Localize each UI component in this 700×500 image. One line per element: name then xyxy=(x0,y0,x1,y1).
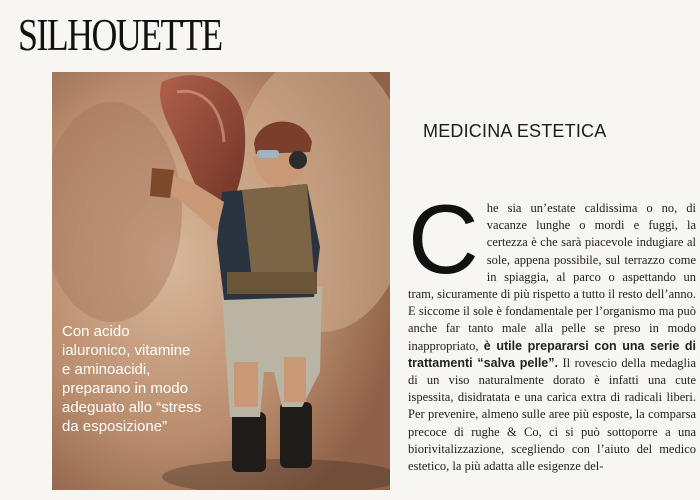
article-lead-text: he sia un’estate caldissima o no, di vacanze lunghe o mordi e fuggi, la certezza è che sarà piacevole indugiare al sole, appena possibile, sul terrazzo come in spiaggia, al parco o aspettando un tram, sicuramente di più rispetto a tutto il resto dell’anno. E siccome il sole è fondamentale per l’organismo ma può anche far tanto male alla pelle se preso in modo inappropriato, xyxy=(408,201,696,353)
belt xyxy=(227,272,317,294)
glove xyxy=(150,168,174,198)
drop-cap: C xyxy=(408,200,479,294)
article-body xyxy=(408,200,696,500)
section-title: MEDICINA ESTETICA xyxy=(423,121,607,141)
article-tail-text: Il rovescio della medaglia di un viso naturalmente dorato è infatti una cute ispessita, disidratata e una carica extra di radicali liberi. Per prevenire, almeno sulle aree più esposte, la comparsa precoce di rughe & Co, ci si può sottoporre a una biorivitalizzazione, scegliendo con l’aiuto del medico estetico, la più adatta alle esigenze del- xyxy=(408,355,696,474)
article-photo xyxy=(52,72,390,490)
right-boot xyxy=(280,402,312,468)
goggles xyxy=(257,150,279,158)
headset xyxy=(289,151,307,169)
article-emphasis-text: è utile prepararsi con una serie di trattamenti “salva pelle”. xyxy=(408,338,696,370)
right-leg xyxy=(284,357,306,402)
photo-caption: Con acido ialuronico, vitamine e aminoacidi, preparano in modo adeguato allo “stress da esposizione” xyxy=(62,323,202,435)
left-boot xyxy=(232,412,266,472)
vest xyxy=(242,184,314,280)
magazine-masthead: SILHOUETTE xyxy=(18,9,222,60)
left-leg xyxy=(234,362,258,407)
